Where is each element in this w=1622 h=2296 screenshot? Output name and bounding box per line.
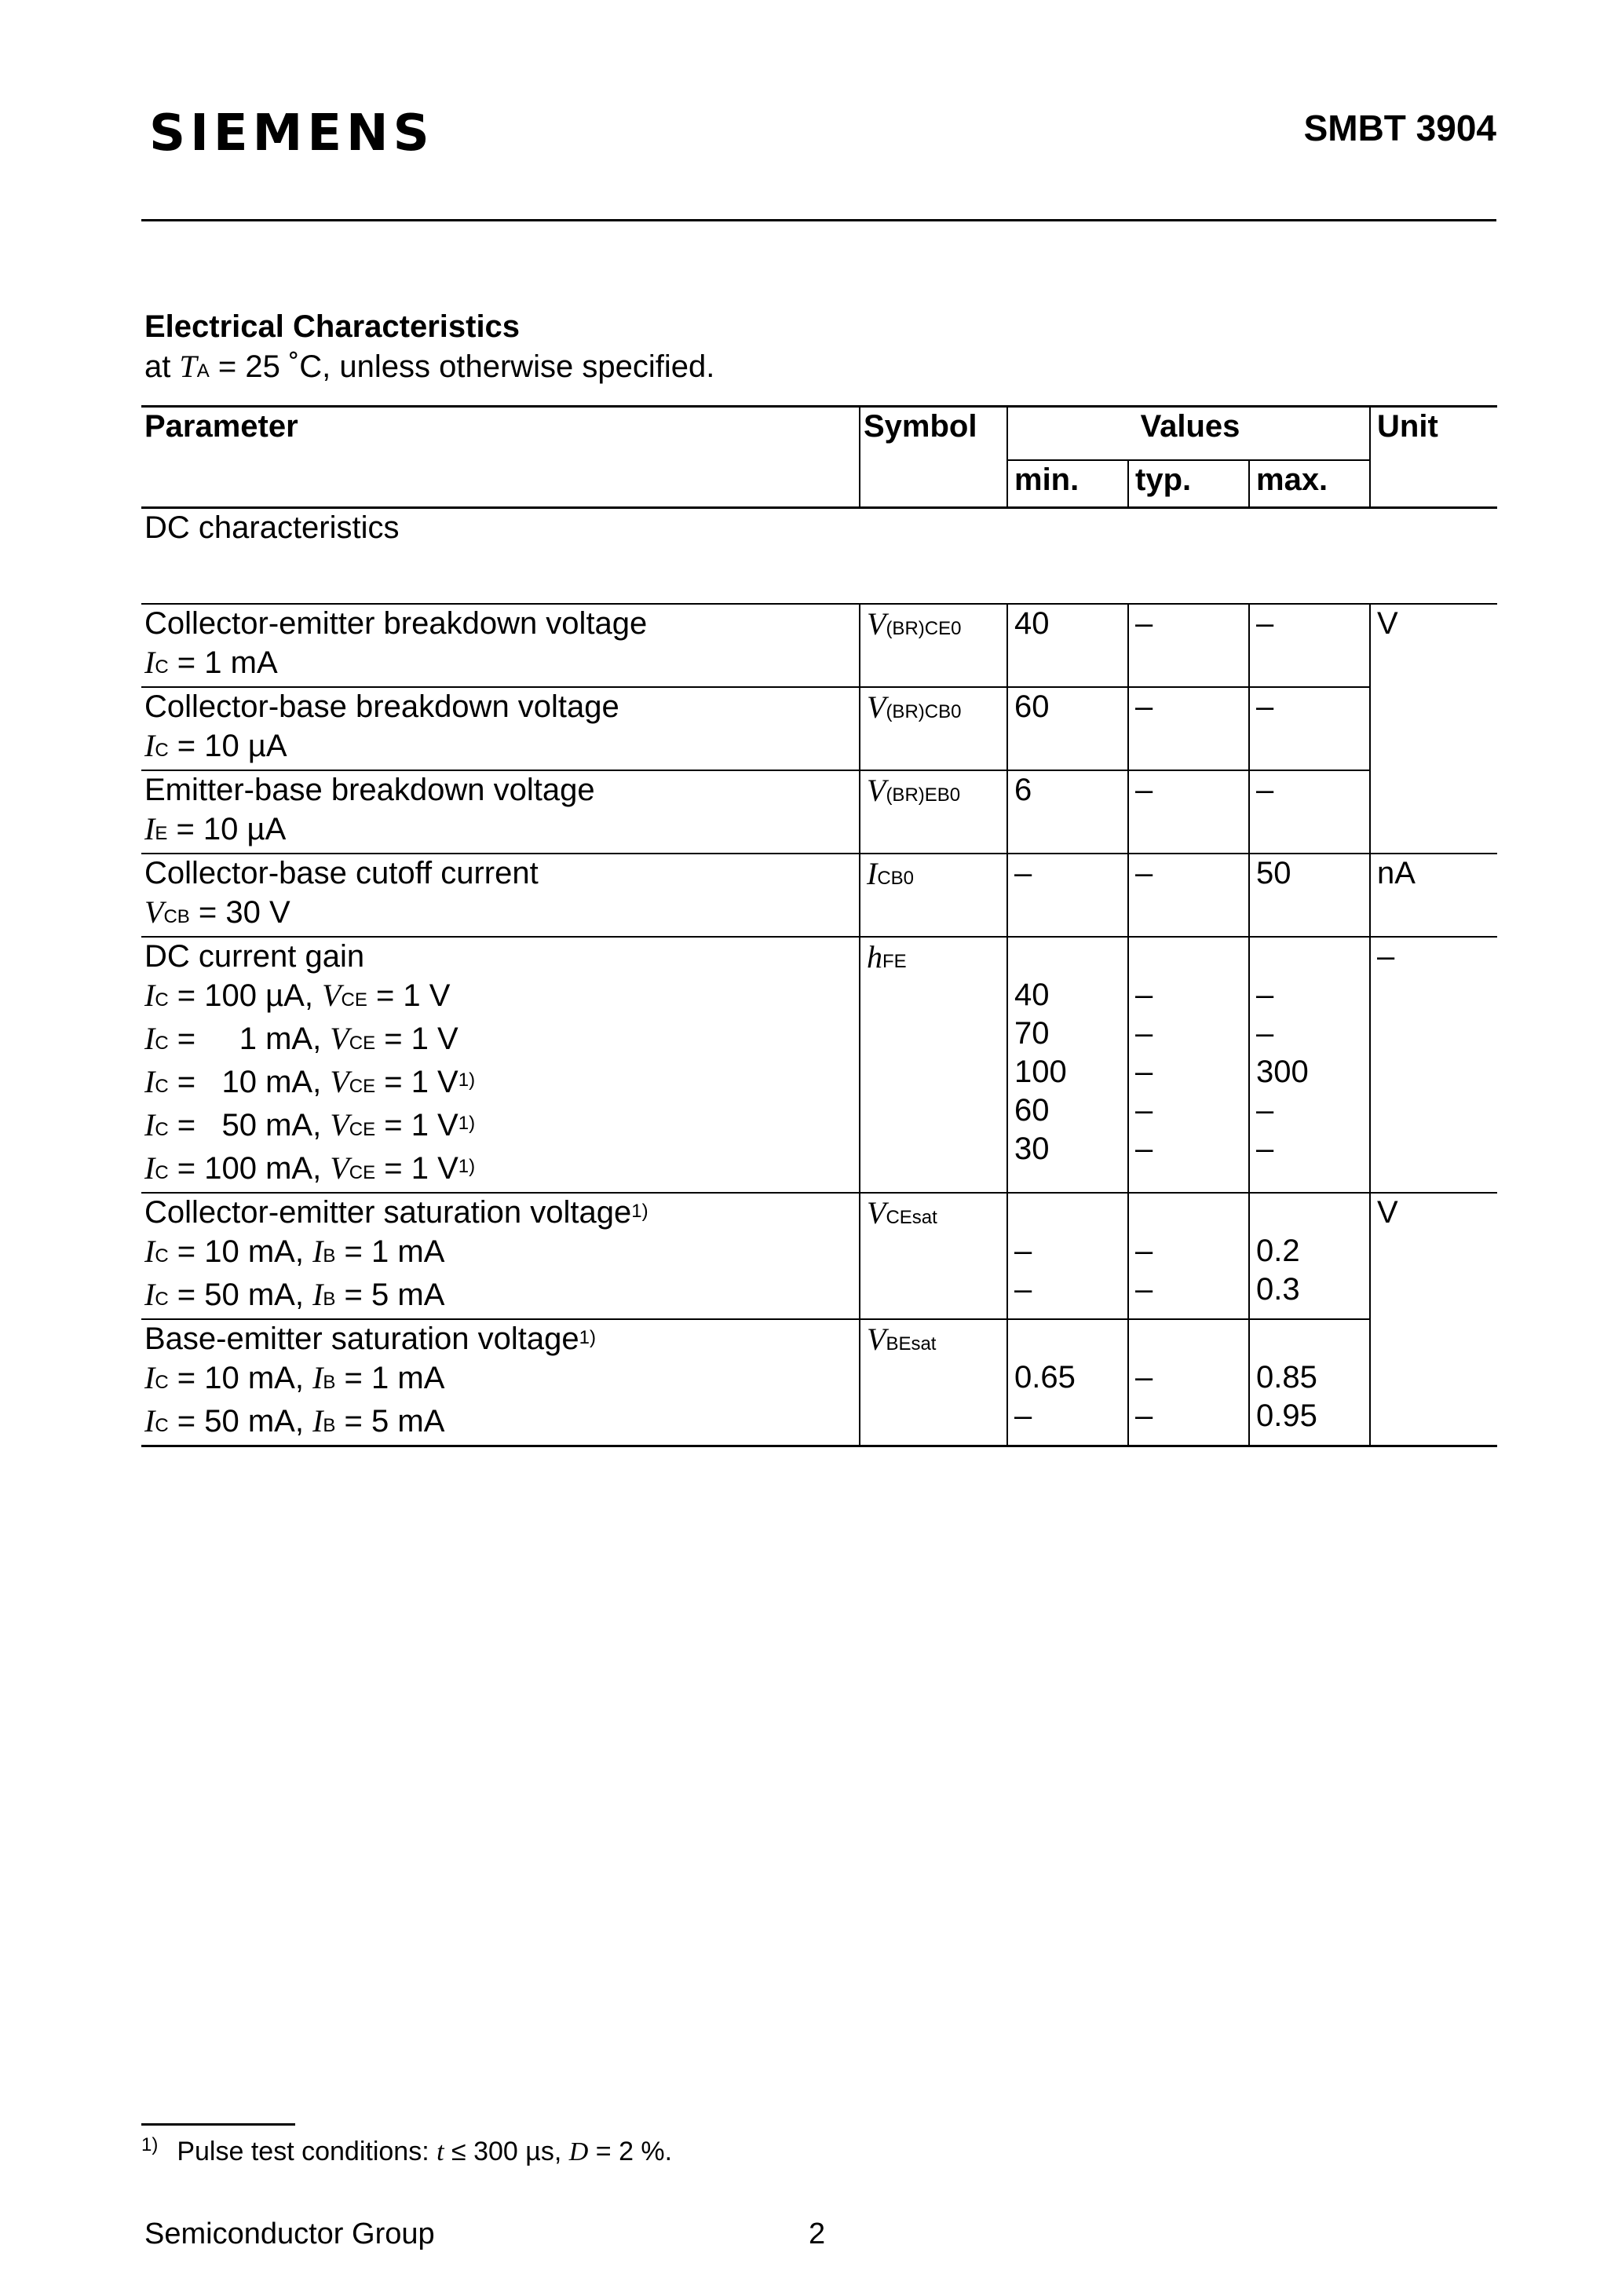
- value-typ: – –: [1128, 1193, 1249, 1319]
- header-parameter: Parameter: [141, 407, 860, 508]
- value-min: –: [1007, 854, 1128, 937]
- value-typ: –: [1128, 854, 1249, 937]
- electrical-characteristics-table: [141, 405, 1497, 1447]
- footnote: $^{1)}$ Pulse test conditions: t ≤ 300 µs, D = 2 %.: [141, 2134, 673, 2166]
- test-condition: IC = 10 mA, IB = 1 mA: [144, 1234, 445, 1269]
- parameter-cell: [141, 770, 860, 854]
- header-typ: typ.: [1128, 460, 1249, 508]
- header-divider: [141, 219, 1496, 221]
- test-condition: IC = 1 mA: [144, 645, 278, 680]
- parameter-name: Collector-emitter breakdown voltage: [144, 606, 648, 641]
- table-row: [141, 1319, 1497, 1446]
- value-typ: – –: [1128, 1319, 1249, 1446]
- parameter-name: Collector-base breakdown voltage: [144, 689, 619, 724]
- test-condition: IC = 100 µA, VCE = 1 V: [144, 978, 451, 1013]
- test-condition: IC = 50 mA, IB = 5 mA: [144, 1277, 445, 1312]
- value-max: –: [1249, 770, 1370, 854]
- parameter-name: Emitter-base breakdown voltage: [144, 773, 595, 807]
- test-condition: IC = 10 µA: [144, 728, 287, 763]
- value-min: 0.65 –: [1007, 1319, 1128, 1446]
- symbol-cell: VBEsat: [860, 1319, 1007, 1446]
- parameter-cell: [141, 937, 860, 1193]
- value-typ: –: [1128, 687, 1249, 770]
- parameter-cell: [141, 604, 860, 687]
- value-max: –: [1249, 687, 1370, 770]
- part-number: SMBT 3904: [1303, 108, 1496, 148]
- page-number: 2: [809, 2217, 826, 2250]
- value-min: – –: [1007, 1193, 1128, 1319]
- symbol-cell: V(BR)EB0: [860, 770, 1007, 854]
- footer-group: Semiconductor Group: [144, 2217, 435, 2250]
- group-title: DC characteristics: [141, 508, 1497, 605]
- unit-cell: V: [1370, 1193, 1497, 1446]
- test-condition: IE = 10 µA: [144, 811, 287, 846]
- header-symbol: Symbol: [860, 407, 1007, 508]
- value-max: 0.85 0.95: [1249, 1319, 1370, 1446]
- table-row: [141, 687, 1497, 770]
- header-min: min.: [1007, 460, 1128, 508]
- unit-cell: V: [1370, 604, 1497, 854]
- unit-cell: –: [1370, 937, 1497, 1193]
- value-max: – – 300 – –: [1249, 937, 1370, 1193]
- value-max: 50: [1249, 854, 1370, 937]
- test-condition: VCB = 30 V: [144, 894, 290, 930]
- table-row: [141, 1193, 1497, 1319]
- test-condition: IC = 100 mA, VCE = 1 $V^{1)}$: [144, 1150, 476, 1186]
- test-condition: IC = 1 mA, VCE = 1 V: [144, 1021, 458, 1056]
- parameter-name: DC current gain: [144, 939, 365, 974]
- parameter-cell: [141, 687, 860, 770]
- section-subtitle: at TA = 25 ˚C, unless otherwise specified.: [144, 349, 715, 384]
- siemens-logo: SIEMENS: [149, 104, 434, 163]
- footnote-divider: [141, 2123, 295, 2126]
- parameter-cell: [141, 1193, 860, 1319]
- value-typ: – – – – –: [1128, 937, 1249, 1193]
- test-condition: IC = 50 mA, VCE = 1 $V^{1)}$: [144, 1107, 476, 1143]
- value-typ: –: [1128, 604, 1249, 687]
- parameter-name: Base-emitter saturation voltage$^{1)}$: [144, 1322, 596, 1356]
- table-row: [141, 937, 1497, 1193]
- section-title: Electrical Characteristics: [144, 309, 521, 344]
- symbol-cell: V(BR)CB0: [860, 687, 1007, 770]
- value-min: 40 70 100 60 30: [1007, 937, 1128, 1193]
- header-values: Values: [1007, 407, 1370, 461]
- test-condition: IC = 10 mA, IB = 1 mA: [144, 1360, 445, 1395]
- value-max: –: [1249, 604, 1370, 687]
- value-min: 6: [1007, 770, 1128, 854]
- table-row: [141, 854, 1497, 937]
- parameter-name: Collector-base cutoff current: [144, 856, 539, 890]
- value-min: 60: [1007, 687, 1128, 770]
- symbol-cell: hFE: [860, 937, 1007, 1193]
- parameter-cell: [141, 1319, 860, 1446]
- symbol-cell: V(BR)CE0: [860, 604, 1007, 687]
- header-max: max.: [1249, 460, 1370, 508]
- symbol-cell: ICB0: [860, 854, 1007, 937]
- value-min: 40: [1007, 604, 1128, 687]
- test-condition: IC = 50 mA, IB = 5 mA: [144, 1403, 445, 1439]
- unit-cell: nA: [1370, 854, 1497, 937]
- header-unit: Unit: [1370, 407, 1497, 508]
- test-condition: IC = 10 mA, VCE = 1 $V^{1)}$: [144, 1064, 476, 1099]
- symbol-cell: VCEsat: [860, 1193, 1007, 1319]
- table-row: [141, 604, 1497, 687]
- value-max: 0.2 0.3: [1249, 1193, 1370, 1319]
- parameter-name: Collector-emitter saturation voltage$^{1)}$: [144, 1195, 648, 1230]
- value-typ: –: [1128, 770, 1249, 854]
- parameter-cell: [141, 854, 860, 937]
- table-row: [141, 770, 1497, 854]
